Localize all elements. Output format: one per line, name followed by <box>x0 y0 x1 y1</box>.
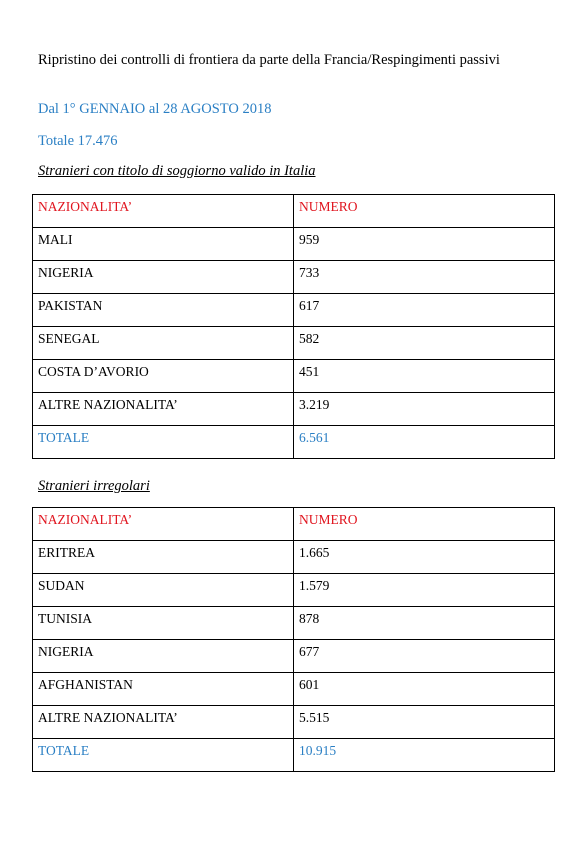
cell-number: 677 <box>294 640 555 673</box>
header-nationality: NAZIONALITA’ <box>33 195 294 228</box>
cell-nationality: NIGERIA <box>33 640 294 673</box>
table-row <box>33 574 555 607</box>
cell-number: 5.515 <box>294 706 555 739</box>
table-row <box>33 360 555 393</box>
header-number: NUMERO <box>294 195 555 228</box>
table-header-row <box>33 508 555 541</box>
cell-nationality: MALI <box>33 228 294 261</box>
date-range: Dal 1° GENNAIO al 28 AGOSTO 2018 <box>38 101 272 117</box>
header-nationality: NAZIONALITA’ <box>33 508 294 541</box>
cell-nationality: SENEGAL <box>33 327 294 360</box>
cell-nationality: AFGHANISTAN <box>33 673 294 706</box>
cell-number: 601 <box>294 673 555 706</box>
cell-nationality: ALTRE NAZIONALITA’ <box>33 393 294 426</box>
table-row <box>33 640 555 673</box>
cell-number: 733 <box>294 261 555 294</box>
cell-number: 617 <box>294 294 555 327</box>
grand-total: Totale 17.476 <box>38 133 118 149</box>
cell-nationality: COSTA D’AVORIO <box>33 360 294 393</box>
cell-nationality: ERITREA <box>33 541 294 574</box>
document-title: Ripristino dei controlli di frontiera da parte della Francia/Respingimenti passivi <box>38 52 500 68</box>
cell-number: 3.219 <box>294 393 555 426</box>
cell-nationality: NIGERIA <box>33 261 294 294</box>
section-heading-valid-permit: Stranieri con titolo di soggiorno valido in Italia <box>38 163 316 179</box>
table-row <box>33 706 555 739</box>
table-row <box>33 673 555 706</box>
cell-number: 451 <box>294 360 555 393</box>
cell-number: 959 <box>294 228 555 261</box>
cell-nationality: ALTRE NAZIONALITA’ <box>33 706 294 739</box>
table-row <box>33 261 555 294</box>
table-row <box>33 541 555 574</box>
cell-number: 582 <box>294 327 555 360</box>
table-row <box>33 327 555 360</box>
table-row <box>33 294 555 327</box>
cell-nationality: TUNISIA <box>33 607 294 640</box>
cell-nationality: PAKISTAN <box>33 294 294 327</box>
total-label: TOTALE <box>33 739 294 772</box>
table-row <box>33 607 555 640</box>
table-valid-permit <box>32 194 555 459</box>
table-row <box>33 393 555 426</box>
table-total-row <box>33 739 555 772</box>
cell-number: 878 <box>294 607 555 640</box>
cell-number: 1.665 <box>294 541 555 574</box>
table-total-row <box>33 426 555 459</box>
table-header-row <box>33 195 555 228</box>
cell-nationality: SUDAN <box>33 574 294 607</box>
table-irregular <box>32 507 555 772</box>
total-label: TOTALE <box>33 426 294 459</box>
total-value: 10.915 <box>294 739 555 772</box>
cell-number: 1.579 <box>294 574 555 607</box>
total-value: 6.561 <box>294 426 555 459</box>
table-row <box>33 228 555 261</box>
header-number: NUMERO <box>294 508 555 541</box>
section-heading-irregular: Stranieri irregolari <box>38 478 150 494</box>
